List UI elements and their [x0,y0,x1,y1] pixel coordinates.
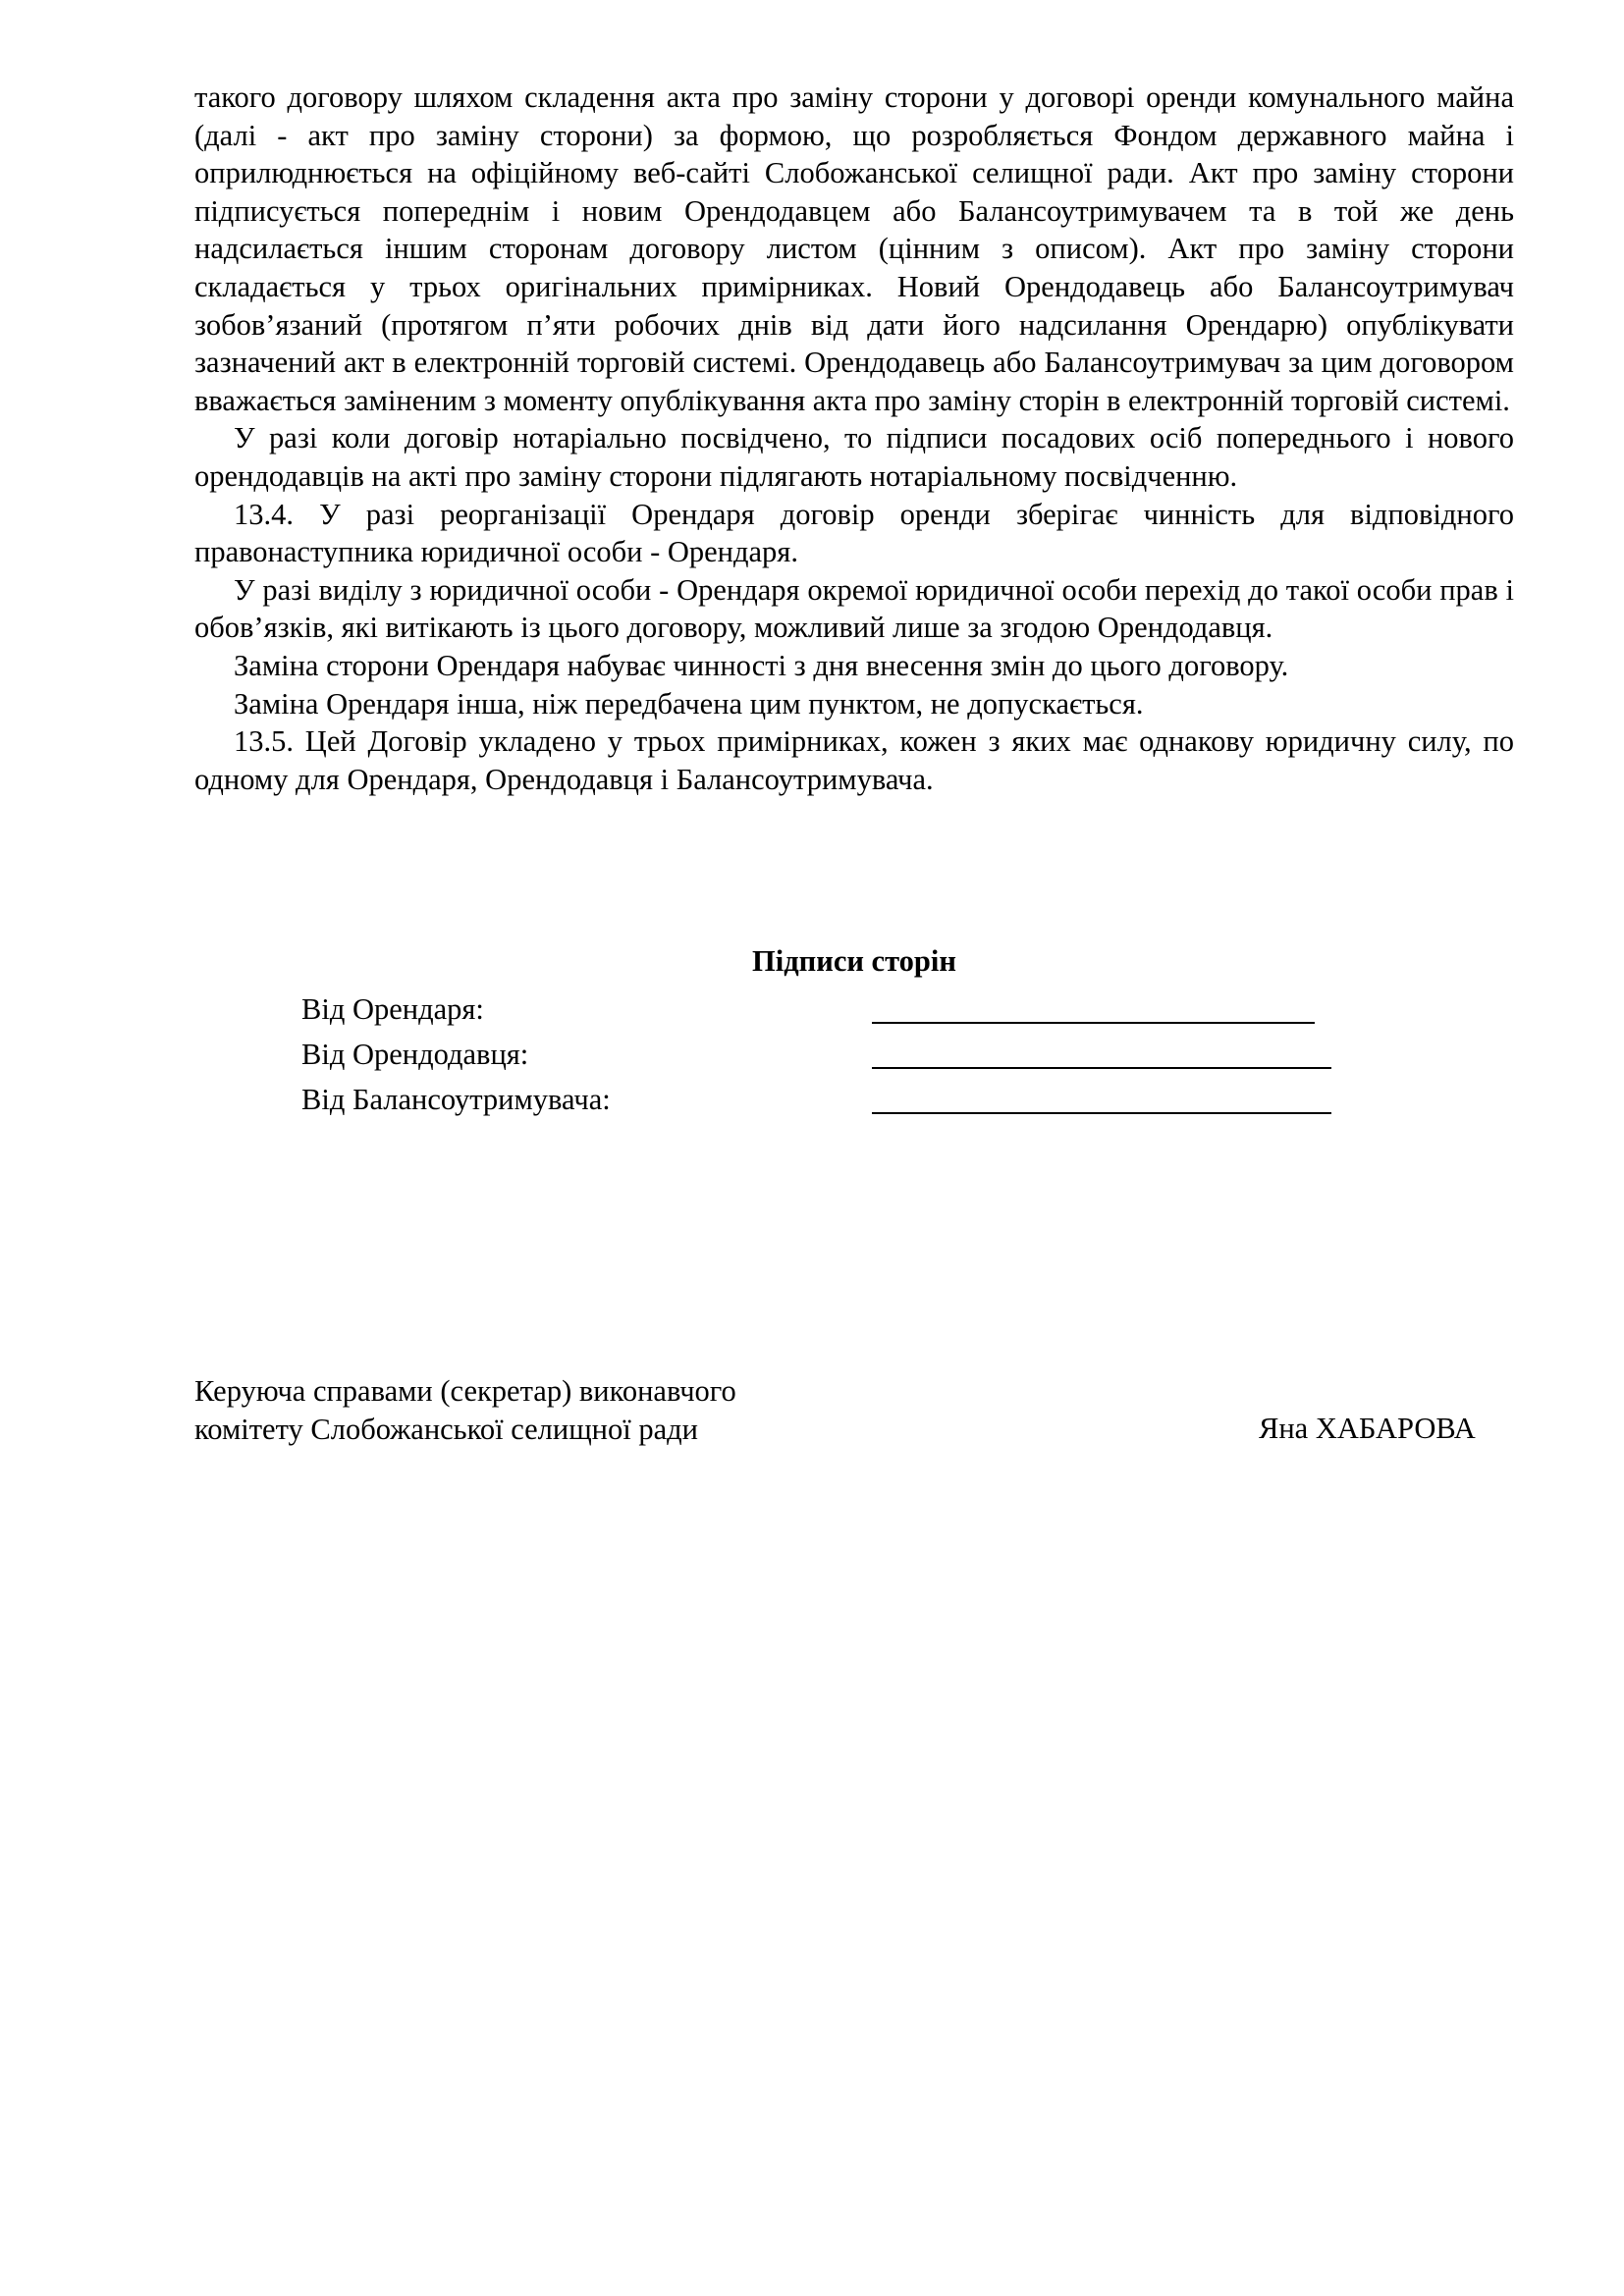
signatory-name: Яна ХАБАРОВА [1259,1412,1476,1445]
document-body [194,79,1514,798]
signatory-position-line-1: Керуюча справами (секретар) виконавчого [194,1374,736,1408]
signature-label-balance-holder: Від Балансоутримувача: [301,1083,611,1116]
paragraph-13-5-copies: 13.5. Цей Договір укладено у трьох примірниках, кожен з яких має однакову юридичну силу, по одному для Орендаря, Орендодавця і Балансоутримувача. [194,724,1514,796]
signature-line-balance-holder [872,1112,1331,1114]
paragraph-party-replacement-act: такого договору шляхом складення акта про заміну сторони у договорі оренди комунального майна (далі - акт про заміну сторони) за формою, що розробляється Фондом державного майна і оприлюднюється на офіційному веб-сайті Слобожанської селищної ради. Акт про заміну сторони підписується попереднім і новим Орендодавцем або Балансоутримувачем та в той же день надсилається іншим сторонам договору листом (цінним з описом). Акт про заміну сторони складається у трьох оригінальних примірниках. Новий Орендодавець або Балансоутримувач зобов’язаний (протягом п’яти робочих днів від дати його надсилання Орендарю) опублікувати зазначений акт в електронній торговій системі. Орендодавець або Балансоутримувач за цим договором вважається заміненим з моменту опублікування акта про заміну сторін в електронній торговій системі. [194,80,1514,417]
signature-label-lessor: Від Орендодавця: [301,1038,529,1071]
paragraph-effective-date: Заміна сторони Орендаря набуває чинності з дня внесення змін до цього договору. [234,648,1289,682]
signature-label-tenant: Від Орендаря: [301,992,484,1026]
signatory-position [194,1372,736,1448]
signature-line-lessor [872,1067,1331,1069]
signature-line-tenant [872,1022,1315,1024]
signatures-heading: Підписи сторін [752,944,956,978]
paragraph-separation: У разі виділу з юридичної особи - Орендаря окремої юридичної особи перехід до такої особи прав і обов’язків, які витікають із цього договору, можливий лише за згодою Орендодавця. [194,572,1514,645]
signatory-position-line-2: комітету Слобожанської селищної ради [194,1412,698,1446]
paragraph-other-replacement: Заміна Орендаря інша, ніж передбачена цим пунктом, не допускається. [234,686,1144,721]
paragraph-13-4-reorganization: 13.4. У разі реорганізації Орендаря договір оренди зберігає чинність для відповідного правонаступника юридичної особи - Орендаря. [194,497,1514,569]
paragraph-notarization: У разі коли договір нотаріально посвідчено, то підписи посадових осіб попереднього і нового орендодавців на акті про заміну сторони підлягають нотаріальному посвідченню. [194,421,1514,493]
